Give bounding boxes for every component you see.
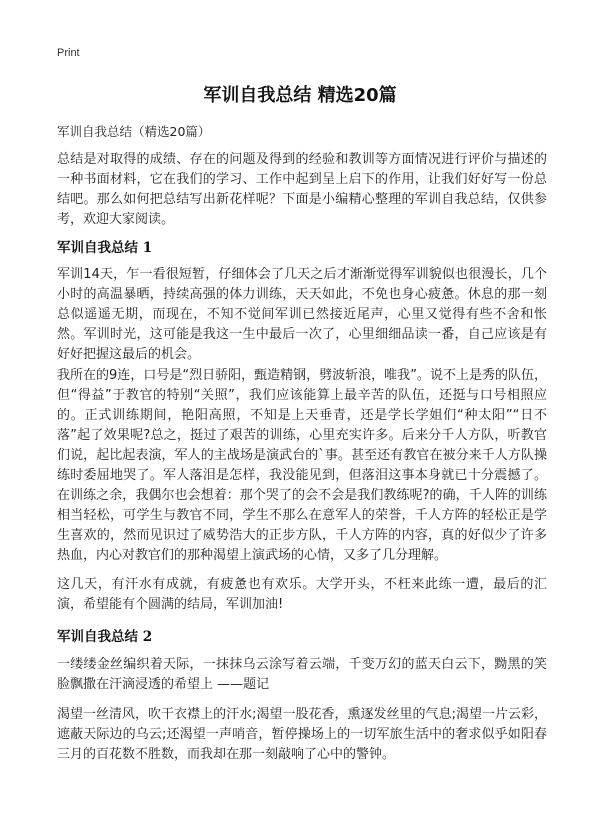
print-link[interactable]: Print [57,47,80,59]
document-subtitle: 军训自我总结（精选20篇） [57,124,211,139]
intro-paragraph: 总结是对取得的成绩、存在的问题及得到的经验和教训等方面情况进行评价与描述的一种书面材料，它在我们的学习、工作中起到呈上启下的作用，让我们好好写一份总结吧。那么如何把总结写出新花样呢？下面是小编精心整理的军训自我总结，仅供参考，欢迎大家阅读。 [57,152,547,227]
section-2-paragraph-1: 一缕缕金丝编织着天际，一抹抹乌云涂写着云端，千变万幻的蓝天白云下，黝黑的笑脸飘撒在汗滴浸透的希望上 ——题记 [57,657,547,692]
section-heading-1: 军训自我总结 1 [57,240,153,256]
section-1-paragraph-1: 军训14天，乍一看很短暂，仔细体会了几天之后才渐渐觉得军训貌似也很漫长，几个小时的高温暴晒，持续高强的体力训练，天天如此，不免也身心疲惫。休息的那一刻总似遥遥无期，而现在，不知不觉间军训已然接近尾声，心里又觉得有些不舍和怅然。军训时光，这可能是我这一生中最后一次了，心里细细品读一番，自己应该是有好好把握这最后的机会。 [57,267,547,362]
section-1-paragraph-2: 我所在的9连，口号是“烈日骄阳，甄造精钢，劈波斩浪，唯我”。说不上是秀的队伍，但“得益”于教官的特别“关照”，我们应该能算上最辛苦的队伍，还挺与口号相照应的。正式训练期间，艳阳高照，不知是上天垂青，还是学长学姐们“种太阳”“日不落”起了效果呢?总之，挺过了艰苦的训练，心里充实许多。后来分千人方队，听教官们说，起比起表演，军人的主战场是演武台的`事。甚至还有教官在被分来千人方队操练时委屈地哭了。军人落泪是怎样，我没能见到，但落泪这事本身就已十分震撼了。在训练之余，我偶尔也会想着：那个哭了的会不会是我们教练呢?的确，千人阵的训练相当轻松，可学生与教官不同，学生不那么在意军人的荣誉，千人方阵的轻松正是学生喜欢的，然而见识过了威势浩大的正步方队，千人方阵的内容，真的好似少了许多热血，内心对教官们的那种渴望上演武场的心情，又多了几分理解。 [57,368,547,563]
section-2-paragraph-2: 渴望一丝清风，吹干衣襟上的汗水;渴望一股花香，熏逐发丝里的气息;渴望一片云彩，遮蔽天际边的乌云;还渴望一声哨音，暂停操场上的一切军旅生活中的奢求似乎如阳春三月的百花数不胜数，而我却在那一刻敲响了心中的警钟。 [57,707,547,762]
page-title: 军训自我总结 精选20篇 [203,85,397,106]
section-heading-2: 军训自我总结 2 [57,629,153,645]
section-1-paragraph-3: 这几天，有汗水有成就，有疲惫也有欢乐。大学开头，不枉来此练一遭，最后的汇演，希望能有个圆满的结局，军训加油! [57,577,547,612]
